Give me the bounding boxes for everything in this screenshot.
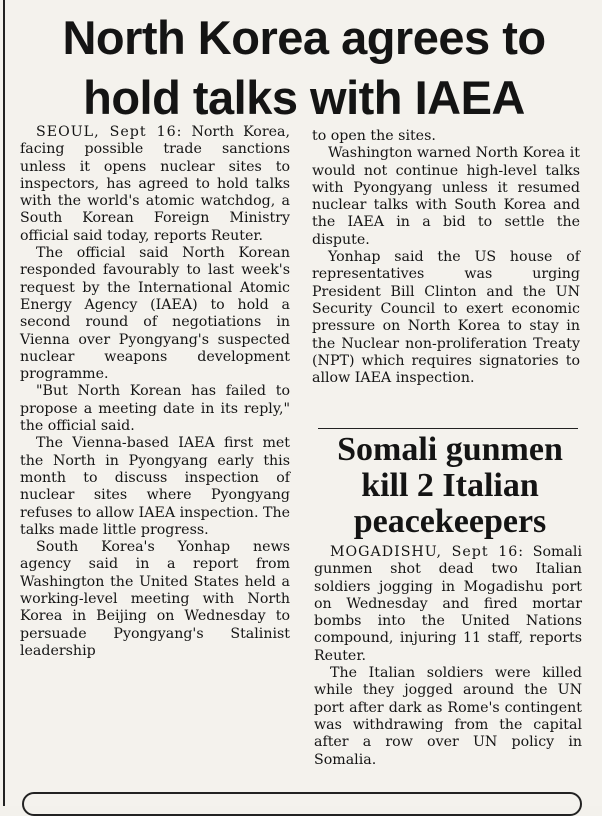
next-article-frame (22, 792, 582, 816)
paragraph: The Vienna-based IAEA first met the North in Pyongyang early this month to discuss inspection of nuclear sites where Pyongyang refuses to allow IAEA inspection. The talks made little progress. (20, 435, 290, 538)
article-right-column (312, 128, 580, 387)
paragraph-text: North Korea, facing possible trade sanctions unless it opens nuclear sites to inspectors, has agreed to hold talks with the world's atomic watchdog, a South Korean Foreign Ministry official said today, reports Reuter. (20, 124, 290, 244)
subhead-line-3: peacekeepers (353, 503, 547, 540)
second-headline (318, 432, 582, 540)
paragraph: The Italian soldiers were killed while they jogged around the UN port after dark as Rome's contingent was withdrawing from the capital after a row over UN policy in Somalia. (314, 665, 582, 768)
subhead-line-2: kill 2 Italian (361, 467, 539, 504)
second-article-body (314, 544, 582, 769)
paragraph (20, 124, 290, 245)
main-headline (14, 8, 594, 128)
paragraph: South Korea's Yonhap news agency said in a report from Washington the United States held a working-level meeting with North Korea in Beijing on Wednesday to persuade Pyongyang's Stalinist leadership (20, 539, 290, 659)
paragraph-text: Somali gunmen shot dead two Italian soldiers jogging in Mogadishu port on Wednesday and fired mortar bombs into the United Nations compound, injuring 11 staff, reports Reuter. (314, 544, 582, 664)
dateline: SEOUL, Sept 16: (36, 124, 183, 140)
paragraph (314, 544, 582, 665)
paragraph: The official said North Korean responded favourably to last week's request by the International Atomic Energy Agency (IAEA) to hold a second round of negotiations in Vienna over Pyongyang's suspected nuclear weapons development programme. (20, 245, 290, 383)
paragraph: Washington warned North Korea it would not continue high-level talks with Pyongyang unless it resumed nuclear talks with South Korea and the IAEA in a bid to settle the dispute. (312, 145, 580, 248)
paragraph: to open the sites. (312, 128, 436, 144)
paragraph: "But North Korean has failed to propose a meeting date in its reply," the official said. (20, 383, 290, 435)
article-left-column (20, 124, 290, 660)
headline-line-2: hold talks with IAEA (83, 71, 525, 124)
paragraph: Yonhap said the US house of representatives was urging President Bill Clinton and the UN Security Council to exert economic pressure on North Korea to stay in the Nuclear non-proliferation Treaty (NPT) which requires signatories to allow IAEA inspection. (312, 249, 580, 387)
column-rule (3, 0, 5, 806)
dateline: MOGADISHU, Sept 16: (330, 544, 525, 560)
article-divider (318, 428, 578, 429)
subhead-line-1: Somali gunmen (337, 431, 563, 468)
headline-line-1: North Korea agrees to (62, 11, 546, 64)
